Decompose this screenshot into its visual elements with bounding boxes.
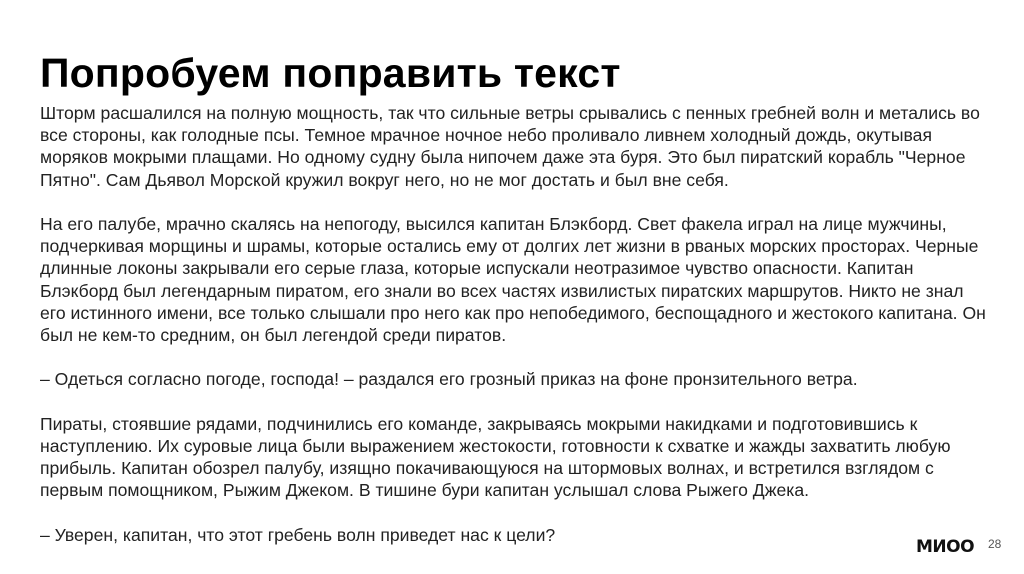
page-number: 28 (988, 537, 1002, 551)
slide-body (40, 102, 990, 546)
paragraph: – Уверен, капитан, что этот гребень волн приведет нас к цели? (40, 524, 556, 545)
paragraph: – Одеться согласно погоде, господа! – раздался его грозный приказ на фоне пронзительного ветра. (40, 369, 858, 390)
paragraph: На его палубе, мрачно скалясь на непогоду, высился капитан Блэкборд. Свет факела играл на лице мужчины, подчеркивая морщины и шрамы, которые остались ему от долгих лет жизни в рваных морских просторах. Черные длинные локоны закрывали его серые глаза, которые испускали неотразимое чувство опасности. Капитан Блэкборд был легендарным пиратом, его знали во всех частях извилистых пиратских маршрутов. Никто не знал его истинного имени, все только слышали про него как про непобедимого, беспощадного и жестокого капитана. Он был не кем-то средним, он был легендой среди пиратов. (40, 214, 986, 346)
paragraph: Шторм расшалился на полную мощность, так что сильные ветры срывались с пенных гребней волн и метались во все стороны, как голодные псы. Темное мрачное ночное небо проливало ливнем холодный дождь, окутывая моряков мокрыми плащами. Но одному судну была нипочем даже эта буря. Это был пиратский корабль "Черное Пятно". Сам Дьявол Морской кружил вокруг него, но не мог достать и был вне себя. (40, 103, 980, 190)
brand-logo: МИОО (916, 537, 975, 557)
paragraph: Пираты, стоявшие рядами, подчинились его команде, закрываясь мокрыми накидками и подготовившись к наступлению. Их суровые лица были выражением жестокости, готовности к схватке и жажды захватить любую прибыль. Капитан обозрел палубу, изящно покачивающуюся на штормовых волнах, и встретился взглядом с первым помощником, Рыжим Джеком. В тишине бури капитан услышал слова Рыжего Джека. (40, 413, 951, 501)
slide-title: Попробуем поправить текст (40, 50, 621, 96)
